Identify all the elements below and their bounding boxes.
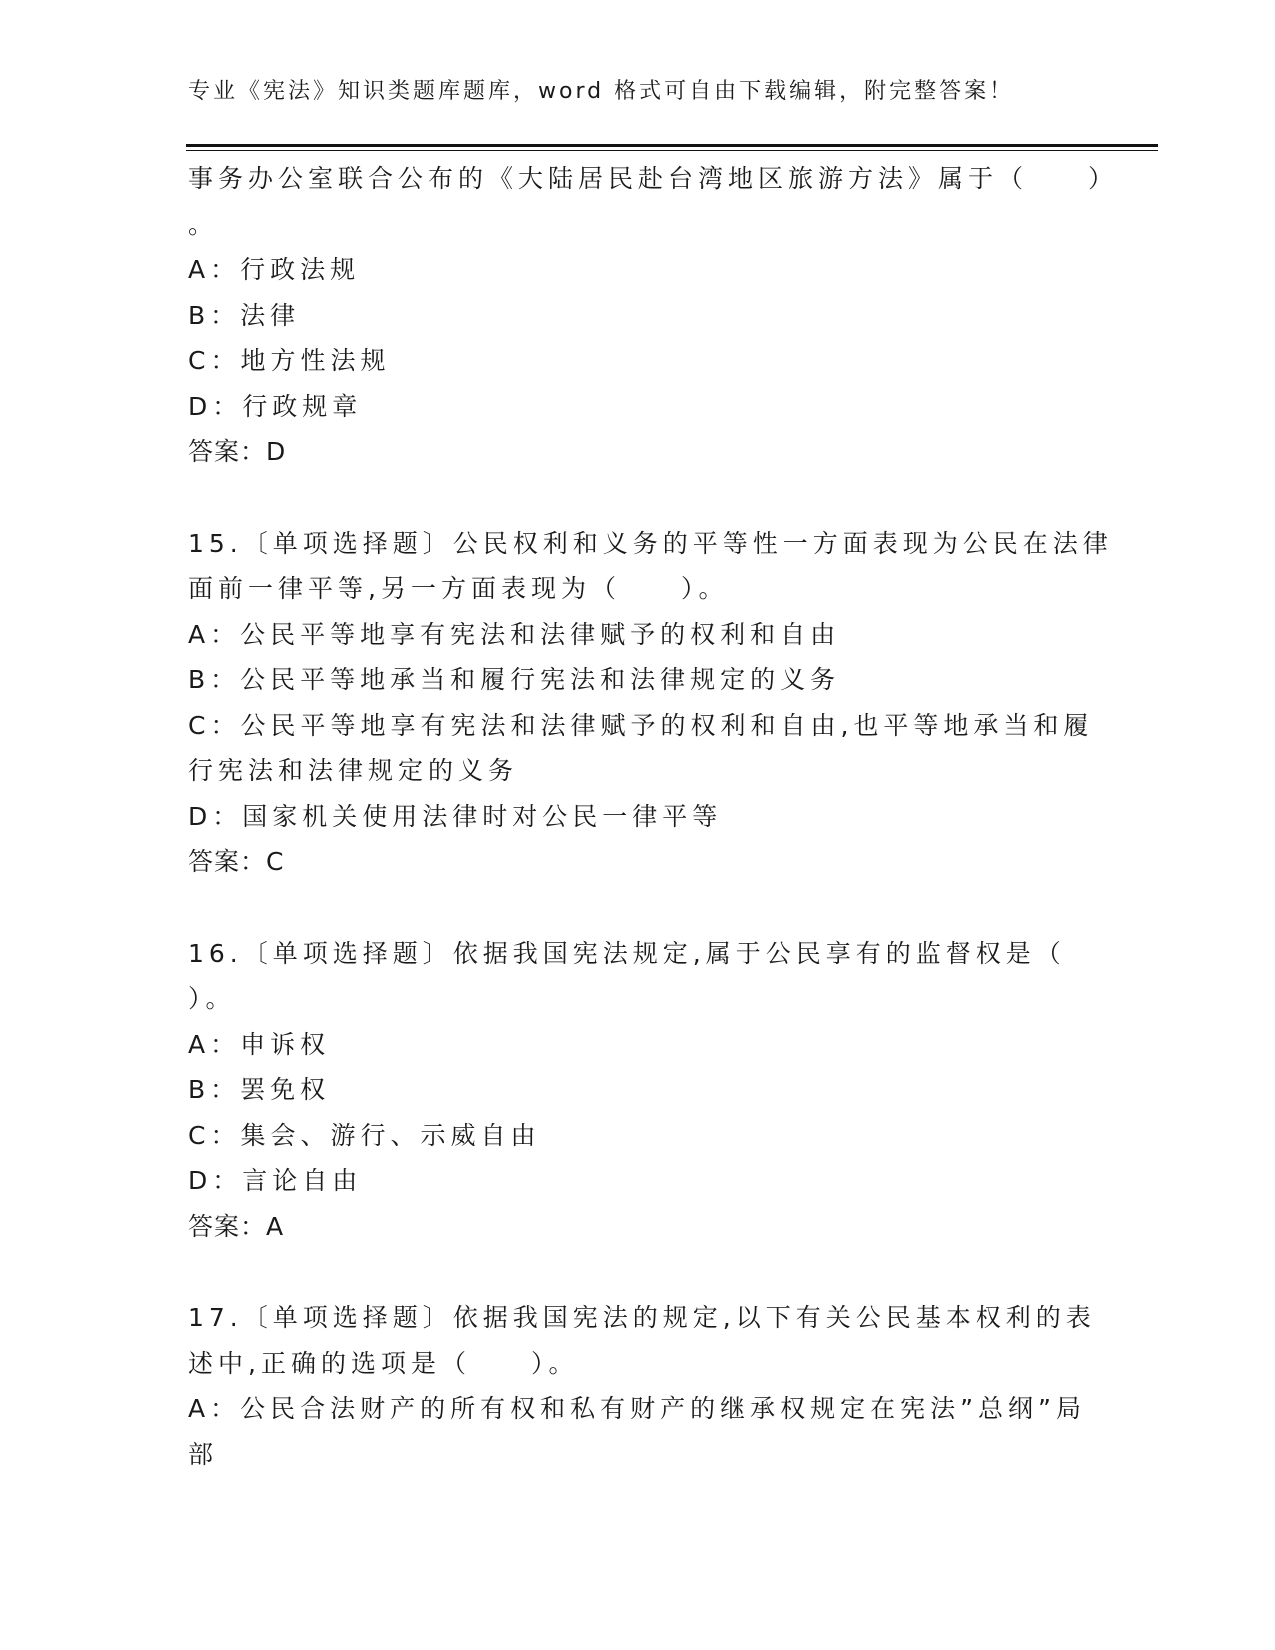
question-stem-line: 17.〔单项选择题〕依据我国宪法的规定,以下有关公民基本权利的表	[188, 1303, 1096, 1332]
question-14	[188, 156, 1119, 475]
question-stem-line: 事务办公室联合公布的《大陆居民赴台湾地区旅游方法》属于（ ）	[188, 164, 1119, 193]
option-c: C：地方性法规	[188, 346, 391, 375]
option-d: D：国家机关使用法律时对公民一律平等	[188, 801, 723, 831]
question-17	[188, 1295, 1096, 1477]
option-a: A：申诉权	[188, 1029, 331, 1059]
option-c-continued: 行宪法和法律规定的义务	[188, 756, 519, 785]
header-rule-thin	[186, 150, 1158, 151]
question-stem-line: 16.〔单项选择题〕依据我国宪法规定,属于公民享有的监督权是（	[188, 938, 1066, 968]
question-stem-line: 面前一律平等,另一方面表现为（ ）。	[188, 574, 729, 603]
question-15	[188, 521, 1113, 885]
option-d: D：行政规章	[188, 391, 363, 421]
question-stem-line: 15.〔单项选择题〕公民权利和义务的平等性一方面表现为公民在法律	[188, 528, 1113, 558]
option-a: A：公民平等地享有宪法和法律赋予的权利和自由	[188, 619, 841, 649]
question-content	[188, 156, 1119, 1477]
answer-line: 答案：C	[188, 847, 285, 876]
option-b: B：法律	[188, 300, 301, 330]
option-a-continued: 部	[188, 1439, 219, 1469]
option-d: D：言论自由	[188, 1166, 363, 1195]
header-rule-thick	[186, 144, 1158, 147]
page-header: 专业《宪法》知识类题库题库，word 格式可自由下载编辑，附完整答案！	[188, 79, 1015, 104]
option-c: C：集会、游行、示威自由	[188, 1120, 541, 1150]
option-c: C：公民平等地享有宪法和法律赋予的权利和自由,也平等地承当和履	[188, 710, 1094, 740]
answer-line: 答案：D	[188, 437, 287, 466]
option-b: B：公民平等地承当和履行宪法和法律规定的义务	[188, 665, 841, 694]
option-b: B：罢免权	[188, 1075, 331, 1104]
question-16	[188, 931, 1088, 1250]
option-a: A：行政法规	[188, 255, 361, 284]
question-stem-line: 述中,正确的选项是（ ）。	[188, 1348, 579, 1378]
question-stem-line: ）。	[188, 984, 236, 1013]
option-a: A：公民合法财产的所有权和私有财产的继承权规定在宪法”总纲”局	[188, 1394, 1087, 1423]
question-stem-line: 。	[188, 209, 219, 239]
answer-line: 答案：A	[188, 1211, 285, 1241]
